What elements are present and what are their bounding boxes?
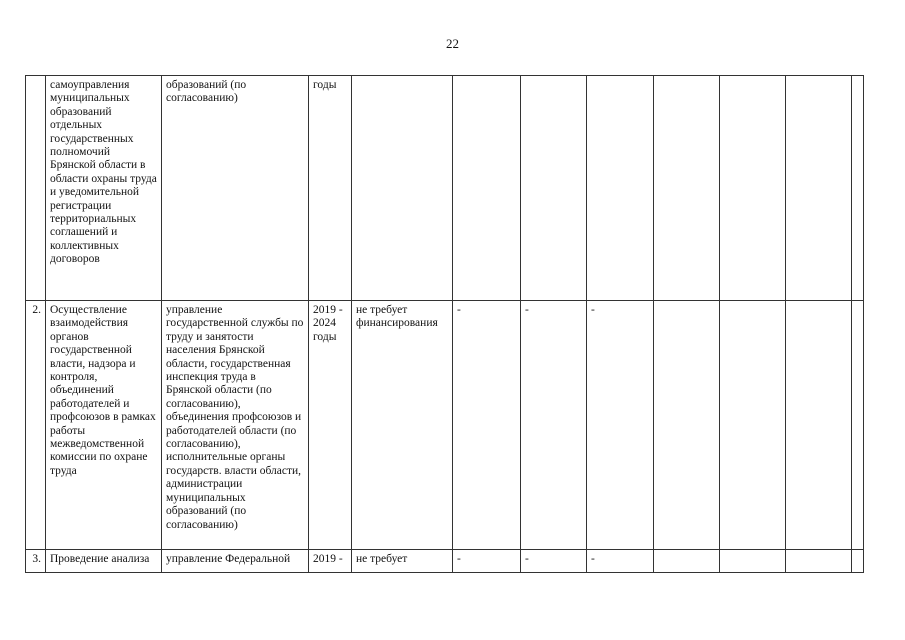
funding-cell: - [521, 550, 587, 573]
funding-cell: - [521, 301, 587, 550]
row-number: 2. [26, 301, 46, 550]
funding-cell: - [453, 550, 521, 573]
executor: управление Федеральной [162, 550, 309, 573]
measure-name: Осуществление взаимодействия органов государственной власти, надзора и контроля, объединений работодателей и профсоюзов в рамках работы межведомственной комиссии по охране труда [46, 301, 162, 550]
table-row [26, 76, 864, 301]
page-number: 22 [446, 36, 459, 51]
funding-cell [654, 550, 720, 573]
funding-cell [587, 76, 654, 301]
executor: образований (по согласованию) [162, 76, 309, 301]
funding-cell [521, 76, 587, 301]
funding-cell [720, 76, 786, 301]
funding-cell [720, 301, 786, 550]
period: 2019 - [309, 550, 352, 573]
measure-name: Проведение анализа [46, 550, 162, 573]
funding-source: не требует [352, 550, 453, 573]
funding-cell [786, 550, 852, 573]
funding-cell [786, 301, 852, 550]
funding-cell [852, 550, 864, 573]
funding-cell [852, 76, 864, 301]
funding-cell [654, 301, 720, 550]
funding-cell: - [453, 301, 521, 550]
executor: управление государственной службы по труду и занятости населения Брянской области, государственная инспекция труда в Брянской области (по согласованию), объединения профсоюзов и работодателей области (по согласованию), исполнительные органы государств. власти области, администрации муниципальных образований (по согласованию) [162, 301, 309, 550]
row-number [26, 76, 46, 301]
period: годы [309, 76, 352, 301]
funding-cell [453, 76, 521, 301]
row-number: 3. [26, 550, 46, 573]
funding-source: не требует финансирования [352, 301, 453, 550]
funding-cell [852, 301, 864, 550]
funding-source [352, 76, 453, 301]
measure-name: самоуправления муниципальных образований отдельных государственных полномочий Брянской области в области охраны труда и уведомительной регистрации территориальных соглашений и коллективных договоров [46, 76, 162, 301]
measures-table [25, 75, 864, 573]
table-row [26, 301, 864, 550]
funding-cell [786, 76, 852, 301]
funding-cell [720, 550, 786, 573]
period: 2019 - 2024 годы [309, 301, 352, 550]
table-row [26, 550, 864, 573]
funding-cell: - [587, 550, 654, 573]
funding-cell: - [587, 301, 654, 550]
funding-cell [654, 76, 720, 301]
